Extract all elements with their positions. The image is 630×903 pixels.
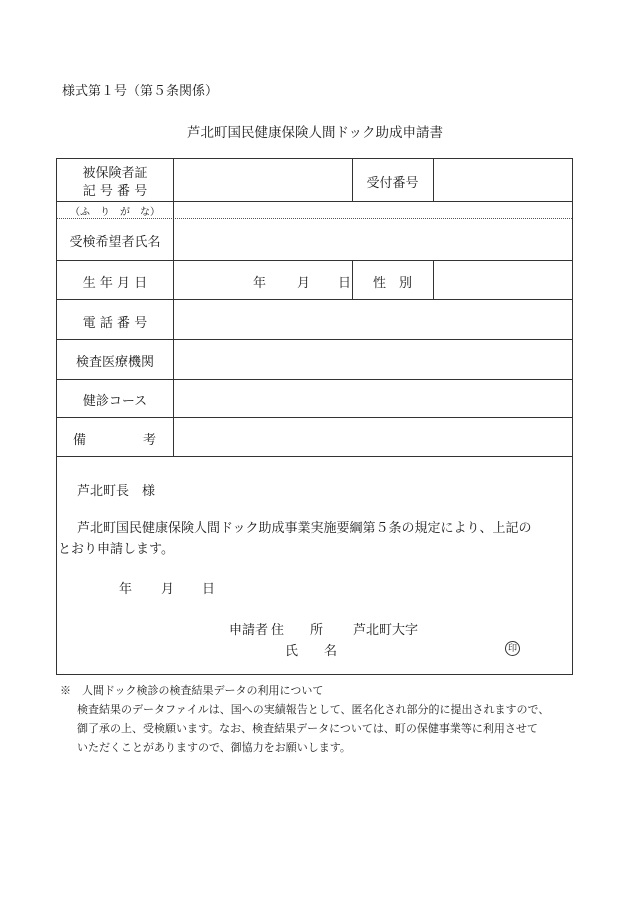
row-divider bbox=[57, 299, 572, 300]
row-divider bbox=[57, 201, 572, 202]
phone-label: 電 話 番 号 bbox=[82, 316, 148, 331]
furigana-divider bbox=[57, 218, 572, 219]
note-line-1: 検査結果のデータファイルは、国への実績報告として、匿名化され部分的に提出されますので、 bbox=[77, 703, 550, 716]
receipt-number-label: 受付番号 bbox=[366, 176, 419, 191]
address-label: 住 所 bbox=[271, 623, 324, 638]
name-label: 氏 名 bbox=[285, 644, 338, 659]
addressee: 芦北町長 様 bbox=[77, 484, 156, 499]
date-year-label: 年 bbox=[119, 582, 133, 597]
remarks-label-2: 考 bbox=[143, 433, 157, 448]
column-divider bbox=[433, 159, 434, 201]
note-line-2: 御了承の上、受検願います。なお、検査結果データについては、町の保健事業等に利用させて bbox=[77, 722, 538, 735]
applicant-name-label: 受検希望者氏名 bbox=[69, 235, 161, 250]
date-day-label: 日 bbox=[202, 582, 216, 597]
seal-icon: 印 bbox=[505, 641, 520, 656]
note-heading: ※ 人間ドック検診の検査結果データの利用について bbox=[60, 684, 324, 697]
row-divider bbox=[57, 339, 572, 340]
declaration-line-1: 芦北町国民健康保険人間ドック助成事業実施要綱第５条の規定により、上記の bbox=[77, 521, 532, 536]
insurance-number-label: 記 号 番 号 bbox=[82, 184, 148, 199]
birth-date-label: 生 年 月 日 bbox=[82, 276, 148, 291]
checkup-course-label: 健診コース bbox=[82, 394, 148, 409]
birth-year-label: 年 bbox=[253, 276, 267, 291]
row-divider bbox=[57, 456, 572, 457]
application-form bbox=[56, 158, 573, 675]
row-divider bbox=[57, 260, 572, 261]
birth-day-label: 日 bbox=[338, 276, 352, 291]
declaration-line-2: とおり申請します。 bbox=[58, 542, 174, 557]
note-line-3: いただくことがありますので、御協力をお願いします。 bbox=[77, 741, 351, 754]
address-value: 芦北町大字 bbox=[353, 623, 419, 638]
insurance-card-label: 被保険者証 bbox=[82, 166, 148, 181]
furigana-label: （ふ り が な） bbox=[70, 207, 160, 218]
gender-label: 性 別 bbox=[372, 276, 412, 291]
row-divider bbox=[57, 417, 572, 418]
birth-month-label: 月 bbox=[297, 276, 311, 291]
form-number: 様式第１号（第５条関係） bbox=[62, 84, 219, 99]
applicant-label: 申請者 bbox=[229, 623, 269, 638]
date-month-label: 月 bbox=[161, 582, 175, 597]
remarks-label-1: 備 bbox=[73, 433, 87, 448]
medical-institution-label: 検査医療機関 bbox=[75, 355, 154, 370]
column-divider bbox=[433, 260, 434, 299]
document-title: 芦北町国民健康保険人間ドック助成申請書 bbox=[187, 125, 443, 141]
row-divider bbox=[57, 379, 572, 380]
column-divider bbox=[173, 159, 174, 456]
